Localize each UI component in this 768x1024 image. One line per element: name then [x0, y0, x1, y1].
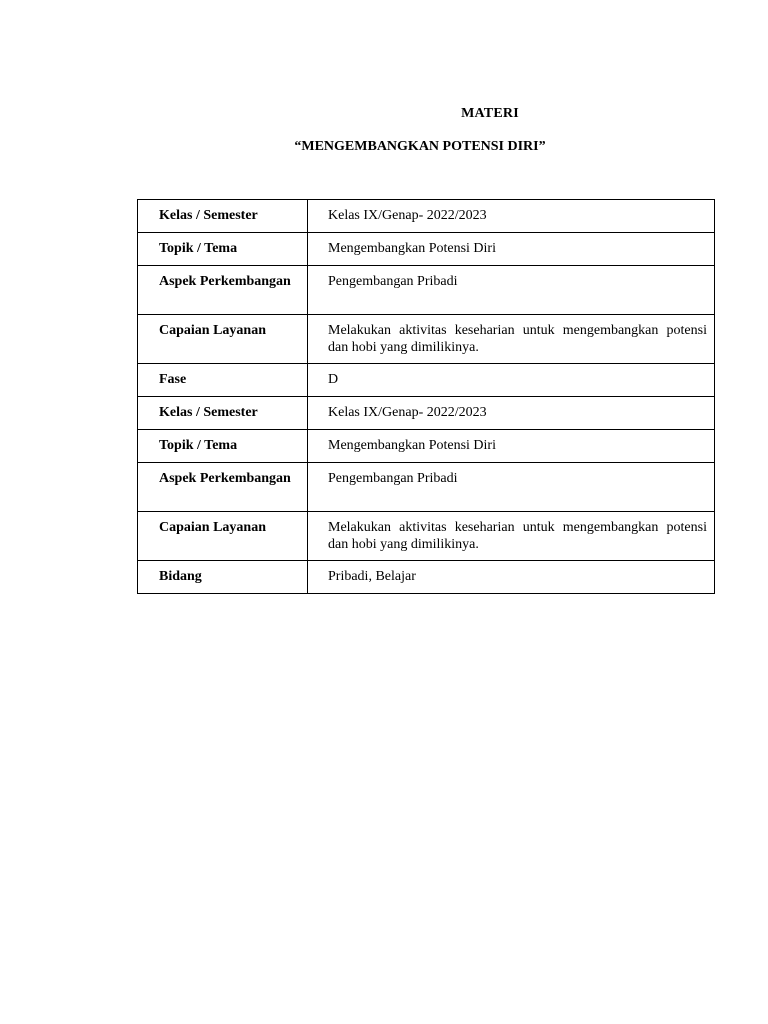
row-label: Kelas / Semester: [138, 200, 308, 233]
table-row: [138, 200, 715, 233]
row-label: Topik / Tema: [138, 430, 308, 463]
material-info-table: [137, 199, 715, 594]
row-value: Kelas IX/Genap- 2022/2023: [308, 397, 715, 430]
table-row: [138, 233, 715, 266]
row-label: Aspek Perkembangan: [138, 463, 308, 512]
document-subtitle: “MENGEMBANGKAN POTENSI DIRI”: [294, 139, 546, 154]
table-row: [138, 512, 715, 561]
row-value: Pengembangan Pribadi: [308, 463, 715, 512]
table-row: [138, 463, 715, 512]
row-value: Kelas IX/Genap- 2022/2023: [308, 200, 715, 233]
table-row: [138, 561, 715, 594]
row-label: Capaian Layanan: [138, 512, 308, 561]
table-row: [138, 397, 715, 430]
table-row: [138, 430, 715, 463]
row-label: Fase: [138, 364, 308, 397]
row-value: Pengembangan Pribadi: [308, 266, 715, 315]
row-label: Topik / Tema: [138, 233, 308, 266]
row-value: Melakukan aktivitas keseharian untuk mengembangkan potensi dan hobi yang dimilikinya.: [308, 315, 715, 364]
row-label: Bidang: [138, 561, 308, 594]
row-value: Mengembangkan Potensi Diri: [308, 430, 715, 463]
table-row: [138, 266, 715, 315]
table-row: [138, 315, 715, 364]
row-value: D: [308, 364, 715, 397]
row-value: Mengembangkan Potensi Diri: [308, 233, 715, 266]
row-label: Capaian Layanan: [138, 315, 308, 364]
row-label: Kelas / Semester: [138, 397, 308, 430]
document-title: MATERI: [461, 106, 519, 121]
table-row: [138, 364, 715, 397]
row-value: Melakukan aktivitas keseharian untuk mengembangkan potensi dan hobi yang dimilikinya.: [308, 512, 715, 561]
row-label: Aspek Perkembangan: [138, 266, 308, 315]
row-value: Pribadi, Belajar: [308, 561, 715, 594]
